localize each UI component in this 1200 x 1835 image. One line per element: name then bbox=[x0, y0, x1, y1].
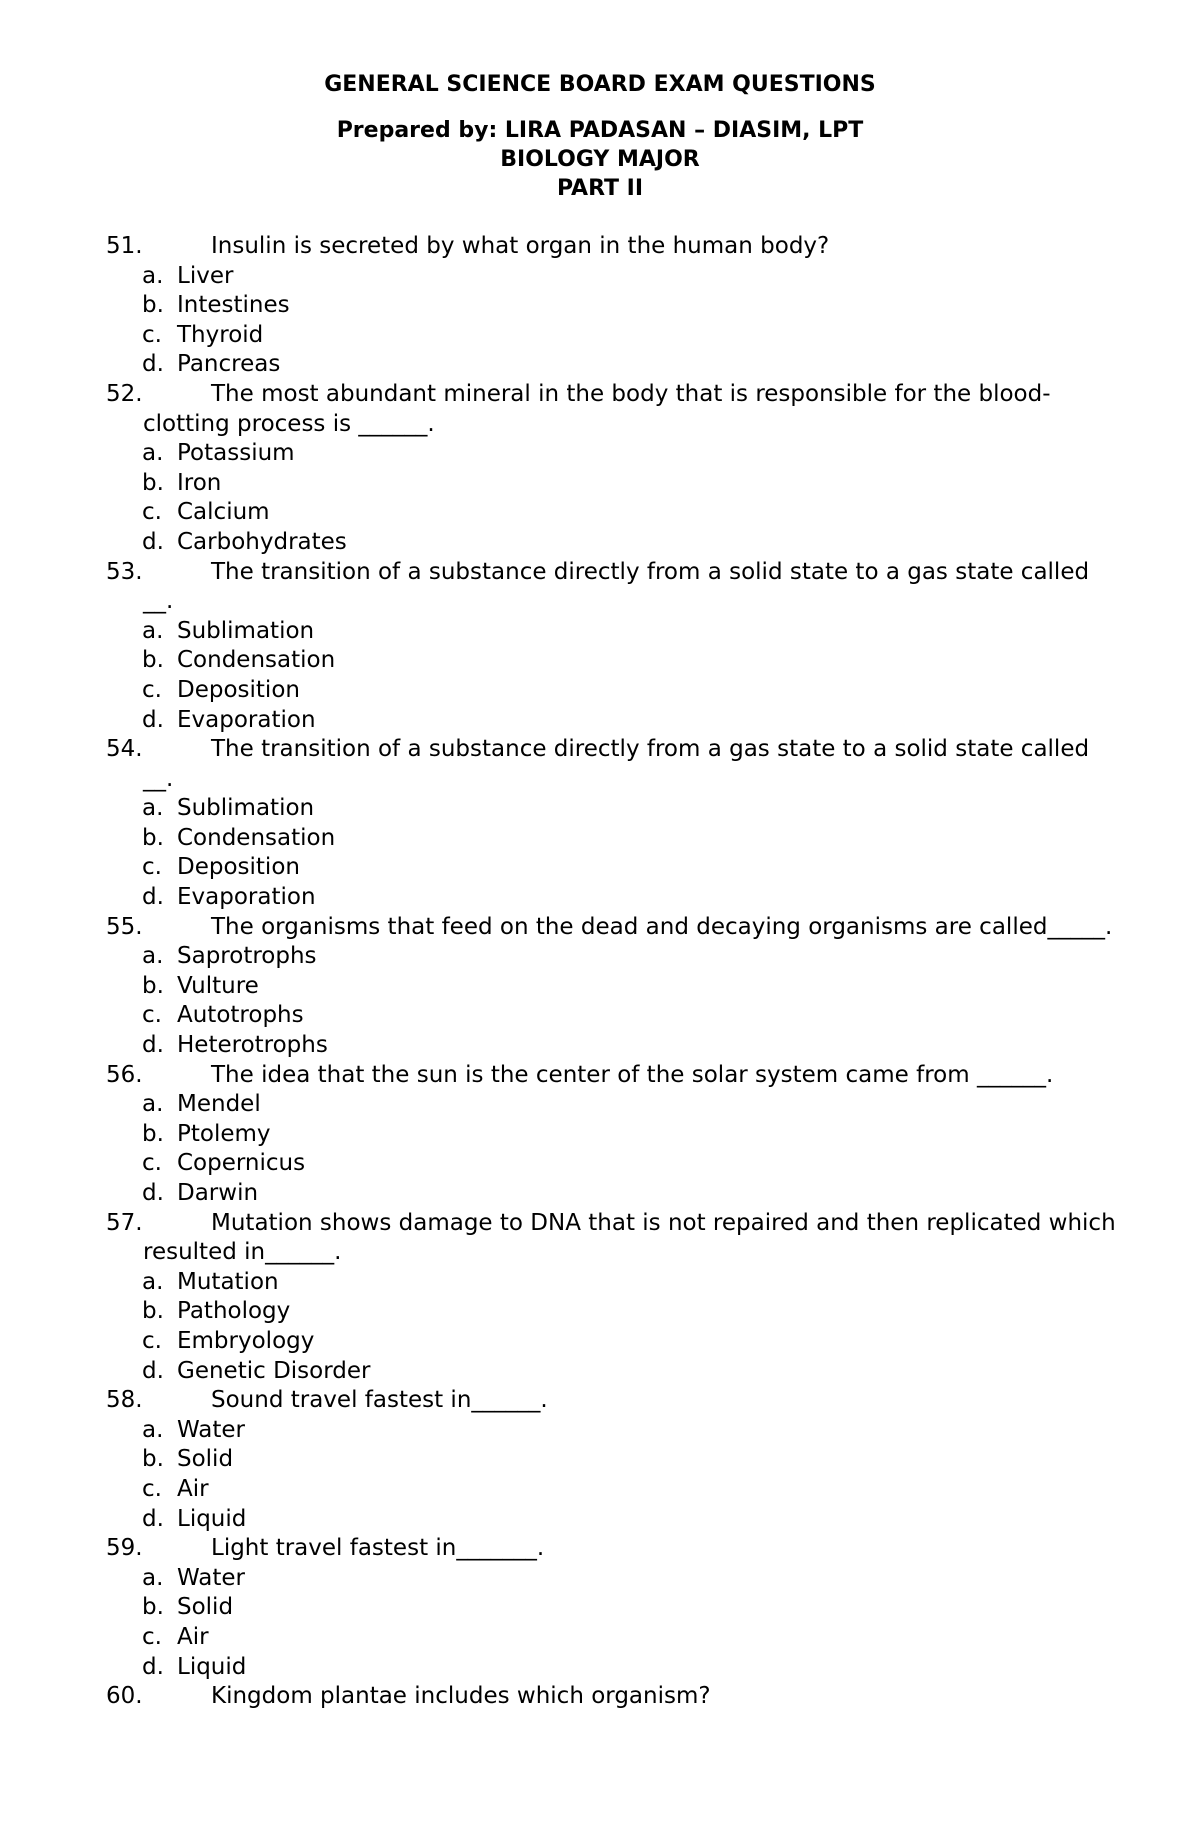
question-block bbox=[106, 1209, 1126, 1387]
answer-option bbox=[106, 1653, 1126, 1683]
option-letter: c. bbox=[142, 854, 162, 881]
option-text: Pancreas bbox=[177, 351, 281, 378]
answer-option bbox=[106, 1090, 1126, 1120]
option-letter: c. bbox=[142, 1475, 162, 1502]
question-number: 54. bbox=[106, 736, 143, 763]
question-block bbox=[106, 558, 1126, 736]
question-block bbox=[106, 1386, 1126, 1534]
answer-option bbox=[106, 321, 1126, 351]
answer-option bbox=[106, 1475, 1126, 1505]
question-row bbox=[106, 1061, 1126, 1091]
option-text: Condensation bbox=[177, 824, 336, 851]
answer-option bbox=[106, 1149, 1126, 1179]
answer-option bbox=[106, 1357, 1126, 1387]
option-letter: a. bbox=[142, 262, 164, 289]
option-text: Copernicus bbox=[177, 1150, 306, 1177]
option-text: Air bbox=[177, 1623, 209, 1650]
answer-option bbox=[106, 498, 1126, 528]
answer-option bbox=[106, 1120, 1126, 1150]
option-text: Deposition bbox=[177, 676, 300, 703]
answer-option bbox=[106, 1593, 1126, 1623]
option-text: Embryology bbox=[177, 1327, 315, 1354]
option-letter: d. bbox=[142, 1180, 164, 1206]
option-text: Solid bbox=[177, 1594, 234, 1621]
answer-option bbox=[106, 646, 1126, 676]
question-number: 57. bbox=[106, 1209, 143, 1236]
answer-option bbox=[106, 824, 1126, 854]
question-block bbox=[106, 1682, 1126, 1712]
answer-option bbox=[106, 1297, 1126, 1327]
answer-option bbox=[106, 676, 1126, 706]
question-row bbox=[106, 1682, 1126, 1712]
option-text: Evaporation bbox=[177, 706, 316, 733]
option-letter: d. bbox=[142, 1505, 164, 1532]
option-text: Water bbox=[177, 1416, 245, 1443]
answer-option bbox=[106, 972, 1126, 1002]
question-text: Insulin is secreted by what organ in the human body? bbox=[211, 233, 830, 259]
question-text: The transition of a substance directly from a solid state to a gas state called __. bbox=[143, 558, 1090, 615]
option-letter: c. bbox=[142, 1327, 162, 1354]
option-text: Thyroid bbox=[177, 321, 264, 348]
question-number: 55. bbox=[106, 913, 143, 940]
option-letter: b. bbox=[142, 1120, 164, 1147]
option-letter: a. bbox=[142, 1091, 164, 1118]
option-letter: b. bbox=[142, 469, 164, 496]
answer-option bbox=[106, 469, 1126, 499]
option-text: Potassium bbox=[177, 440, 295, 467]
option-letter: a. bbox=[142, 1416, 164, 1443]
question-text: Kingdom plantae includes which organism? bbox=[211, 1683, 711, 1710]
question-number: 59. bbox=[106, 1535, 143, 1562]
part-label: PART II bbox=[556, 176, 644, 201]
option-text: Sublimation bbox=[177, 795, 315, 822]
option-text: Liquid bbox=[177, 1653, 247, 1680]
option-text: Deposition bbox=[177, 854, 300, 881]
answer-option bbox=[106, 1179, 1126, 1209]
option-text: Evaporation bbox=[177, 884, 316, 911]
option-letter: b. bbox=[142, 647, 164, 674]
option-letter: b. bbox=[142, 1446, 164, 1473]
option-letter: c. bbox=[142, 499, 162, 526]
question-row bbox=[106, 1209, 1126, 1268]
answer-option bbox=[106, 1327, 1126, 1357]
answer-option bbox=[106, 1001, 1126, 1031]
answer-option bbox=[106, 706, 1126, 736]
option-text: Genetic Disorder bbox=[177, 1357, 371, 1384]
prepared-by: Prepared by: LIRA PADASAN – DIASIM, LPT bbox=[336, 118, 864, 143]
option-letter: d. bbox=[142, 528, 164, 555]
question-number: 60. bbox=[106, 1683, 143, 1710]
option-letter: d. bbox=[142, 351, 164, 378]
option-letter: a. bbox=[142, 795, 164, 822]
option-letter: c. bbox=[142, 1002, 162, 1029]
question-text: The idea that the sun is the center of the solar system came from ______. bbox=[211, 1061, 1054, 1088]
option-letter: c. bbox=[142, 676, 162, 703]
option-text: Mendel bbox=[177, 1091, 261, 1118]
option-letter: d. bbox=[142, 1357, 164, 1384]
answer-option bbox=[106, 853, 1126, 883]
question-block bbox=[106, 735, 1126, 913]
question-block bbox=[106, 232, 1126, 380]
option-text: Vulture bbox=[177, 972, 259, 999]
answer-option bbox=[106, 617, 1126, 647]
question-block bbox=[106, 913, 1126, 1061]
option-letter: c. bbox=[142, 1623, 162, 1650]
question-row bbox=[106, 380, 1126, 439]
major-label: BIOLOGY MAJOR bbox=[500, 147, 700, 172]
question-text: The most abundant mineral in the body that is responsible for the blood-clotting process is ______. bbox=[143, 380, 1051, 437]
option-letter: d. bbox=[142, 884, 164, 911]
question-text: Mutation shows damage to DNA that is not repaired and then replicated which resulted in______. bbox=[143, 1209, 1116, 1266]
option-text: Liver bbox=[177, 262, 234, 289]
option-text: Darwin bbox=[177, 1180, 259, 1206]
option-letter: b. bbox=[142, 824, 164, 851]
option-text: Mutation bbox=[177, 1268, 279, 1295]
option-letter: b. bbox=[142, 1298, 164, 1325]
option-text: Condensation bbox=[177, 647, 336, 674]
option-text: Water bbox=[177, 1564, 245, 1591]
question-text: The organisms that feed on the dead and decaying organisms are called_____. bbox=[211, 913, 1113, 940]
question-number: 52. bbox=[106, 380, 143, 407]
option-text: Ptolemy bbox=[177, 1120, 271, 1147]
question-number: 56. bbox=[106, 1061, 143, 1088]
question-list bbox=[106, 232, 1126, 1712]
option-text: Heterotrophs bbox=[177, 1032, 328, 1059]
question-row bbox=[106, 232, 1126, 262]
option-letter: a. bbox=[142, 1564, 164, 1591]
option-text: Liquid bbox=[177, 1505, 247, 1532]
question-row bbox=[106, 1386, 1126, 1416]
option-letter: d. bbox=[142, 1653, 164, 1680]
option-letter: d. bbox=[142, 706, 164, 733]
option-text: Saprotrophs bbox=[177, 943, 317, 970]
option-letter: c. bbox=[142, 321, 162, 348]
question-text: Sound travel fastest in______. bbox=[211, 1387, 548, 1414]
option-text: Calcium bbox=[177, 499, 270, 526]
answer-option bbox=[106, 439, 1126, 469]
answer-option bbox=[106, 291, 1126, 321]
question-text: Light travel fastest in_______. bbox=[211, 1535, 545, 1562]
answer-option bbox=[106, 1564, 1126, 1594]
option-letter: a. bbox=[142, 617, 164, 644]
question-block bbox=[106, 1061, 1126, 1209]
answer-option bbox=[106, 528, 1126, 558]
option-letter: b. bbox=[142, 972, 164, 999]
option-text: Autotrophs bbox=[177, 1002, 304, 1029]
answer-option bbox=[106, 942, 1126, 972]
question-row bbox=[106, 913, 1126, 943]
option-text: Iron bbox=[177, 469, 222, 496]
option-letter: b. bbox=[142, 292, 164, 319]
answer-option bbox=[106, 1623, 1126, 1653]
answer-option bbox=[106, 1031, 1126, 1061]
option-letter: a. bbox=[142, 1268, 164, 1295]
question-row bbox=[106, 558, 1126, 617]
answer-option bbox=[106, 1505, 1126, 1535]
option-text: Air bbox=[177, 1475, 209, 1502]
option-letter: c. bbox=[142, 1150, 162, 1177]
question-number: 51. bbox=[106, 233, 143, 259]
option-text: Solid bbox=[177, 1446, 234, 1473]
question-row bbox=[106, 1534, 1126, 1564]
question-block bbox=[106, 1534, 1126, 1682]
answer-option bbox=[106, 794, 1126, 824]
question-block bbox=[106, 380, 1126, 558]
answer-option bbox=[106, 883, 1126, 913]
option-letter: d. bbox=[142, 1032, 164, 1059]
option-letter: a. bbox=[142, 943, 164, 970]
option-text: Sublimation bbox=[177, 617, 315, 644]
answer-option bbox=[106, 262, 1126, 292]
option-text: Intestines bbox=[177, 292, 290, 319]
answer-option bbox=[106, 1268, 1126, 1298]
option-text: Carbohydrates bbox=[177, 528, 347, 555]
question-row bbox=[106, 735, 1126, 794]
answer-option bbox=[106, 1416, 1126, 1446]
question-number: 58. bbox=[106, 1387, 143, 1414]
option-letter: b. bbox=[142, 1594, 164, 1621]
answer-option bbox=[106, 350, 1126, 380]
answer-option bbox=[106, 1445, 1126, 1475]
question-number: 53. bbox=[106, 558, 143, 585]
question-text: The transition of a substance directly from a gas state to a solid state called __. bbox=[143, 736, 1090, 792]
option-text: Pathology bbox=[177, 1298, 291, 1325]
document-title: GENERAL SCIENCE BOARD EXAM QUESTIONS bbox=[324, 72, 876, 97]
option-letter: a. bbox=[142, 440, 164, 467]
